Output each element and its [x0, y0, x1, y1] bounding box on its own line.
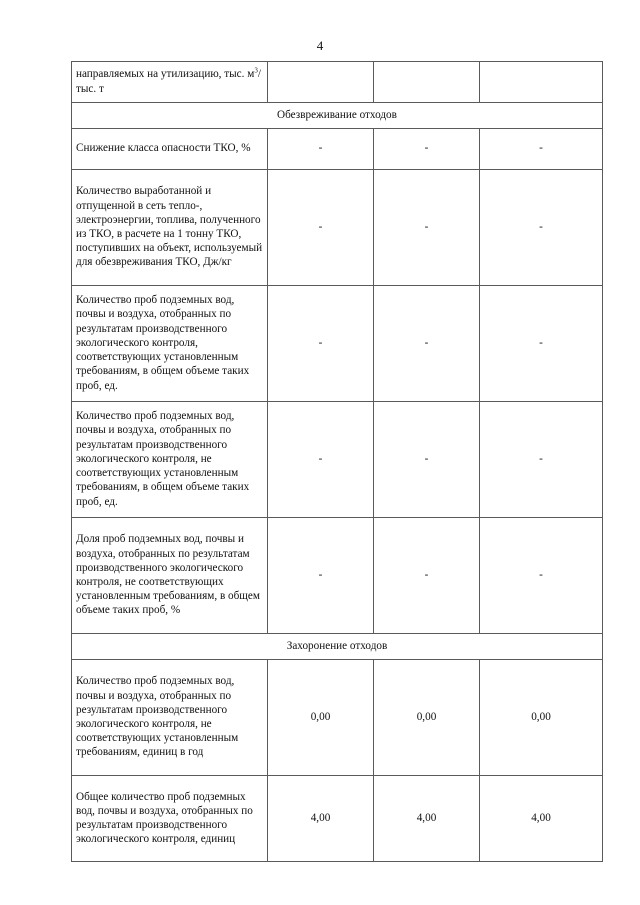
row-label: Количество проб подземных вод, почвы и воздуха, отобранных по результатам производственного экологического контроля, соответствующих установленным требованиям, в общем объеме таких проб, ед.: [72, 286, 268, 402]
row-label: [72, 62, 268, 103]
value-cell: -: [374, 518, 480, 634]
table-row: [72, 776, 603, 862]
value-cell: -: [480, 170, 603, 286]
table-row: [72, 518, 603, 634]
table-row: [72, 402, 603, 518]
value-cell: -: [480, 129, 603, 170]
value-cell: -: [374, 286, 480, 402]
value-cell: -: [480, 518, 603, 634]
table-row: [72, 660, 603, 776]
value-cell: [268, 62, 374, 103]
value-cell: [480, 62, 603, 103]
page-number: 4: [316, 38, 324, 53]
section-title: Обезвреживание отходов: [72, 103, 603, 129]
row-label-tail: /тыс. т: [76, 68, 261, 95]
value-cell: 0,00: [374, 660, 480, 776]
value-cell: 4,00: [480, 776, 603, 862]
row-label: Общее количество проб подземных вод, почвы и воздуха, отобранных по результатам производственного экологического контроля, единиц: [72, 776, 268, 862]
value-cell: -: [268, 170, 374, 286]
row-label: Количество проб подземных вод, почвы и воздуха, отобранных по результатам производственного экологического контроля, не соответствующих установленным требованиям, единиц в год: [72, 660, 268, 776]
value-cell: -: [268, 286, 374, 402]
value-cell: -: [268, 402, 374, 518]
unit-superscript: 3: [254, 66, 258, 75]
value-cell: [374, 62, 480, 103]
value-cell: 0,00: [480, 660, 603, 776]
value-cell: -: [374, 129, 480, 170]
row-label: Доля проб подземных вод, почвы и воздуха, отобранных по результатам производственного экологического контроля, не соответствующих установленным требованиям, в общем объеме таких проб, %: [72, 518, 268, 634]
value-cell: -: [480, 402, 603, 518]
value-cell: -: [268, 518, 374, 634]
value-cell: -: [374, 170, 480, 286]
row-label: Количество выработанной и отпущенной в сеть тепло-, электроэнергии, топлива, полученного из ТКО, в расчете на 1 тонну ТКО, поступивших на объект, используемый для обезвреживания ТКО, Дж/кг: [72, 170, 268, 286]
section-title: Захоронение отходов: [72, 634, 603, 660]
row-label-text: направляемых на утилизацию, тыс. м: [76, 68, 255, 81]
value-cell: -: [268, 129, 374, 170]
row-label: Количество проб подземных вод, почвы и воздуха, отобранных по результатам производственного экологического контроля, не соответствующих установленным требованиям, в общем объеме таких проб, ед.: [72, 402, 268, 518]
section-header-row: [72, 103, 603, 129]
indicators-table: [71, 61, 603, 862]
value-cell: 0,00: [268, 660, 374, 776]
table-row: [72, 62, 603, 103]
table-row: [72, 170, 603, 286]
value-cell: 4,00: [374, 776, 480, 862]
table-row: [72, 129, 603, 170]
value-cell: -: [480, 286, 603, 402]
row-label: Снижение класса опасности ТКО, %: [72, 129, 268, 170]
section-header-row: [72, 634, 603, 660]
value-cell: 4,00: [268, 776, 374, 862]
value-cell: -: [374, 402, 480, 518]
table-row: [72, 286, 603, 402]
